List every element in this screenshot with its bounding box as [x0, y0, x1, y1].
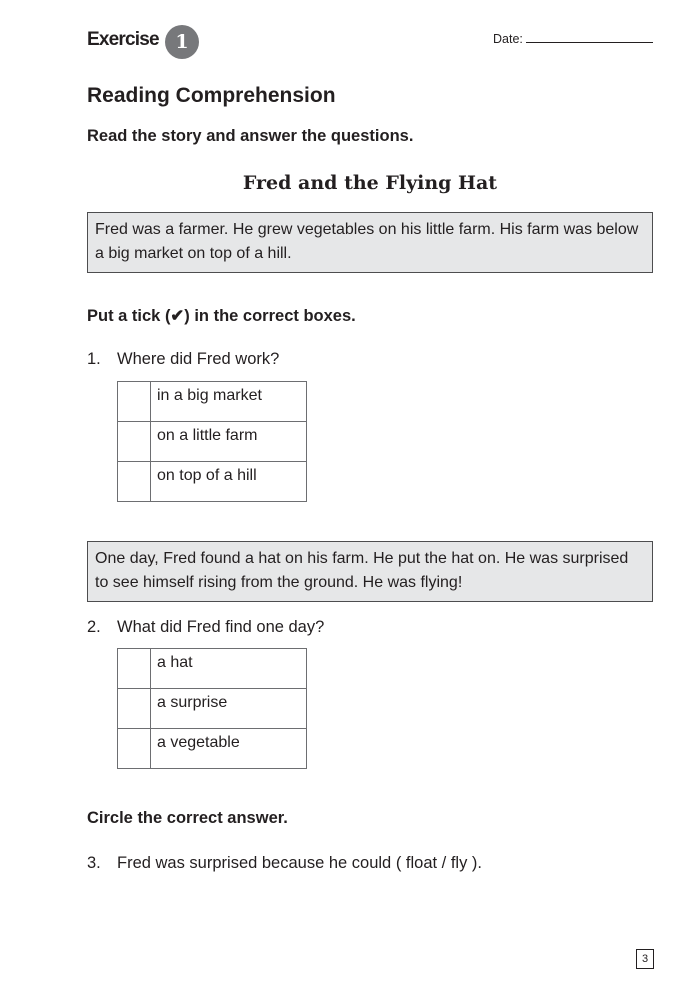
exercise-label: Exercise [87, 29, 159, 50]
page-title: Reading Comprehension [87, 84, 336, 107]
choice-row [118, 649, 307, 689]
choice-row [118, 422, 307, 462]
choice-row [118, 382, 307, 422]
question-1 [87, 350, 279, 369]
tick-box[interactable] [118, 689, 151, 729]
choice-label: a vegetable [151, 729, 307, 769]
date-input-line[interactable] [526, 42, 653, 43]
question-1-choices [117, 381, 307, 502]
choice-row [118, 729, 307, 769]
question-text: Where did Fred work? [117, 350, 280, 368]
choice-row [118, 689, 307, 729]
story-passage-1: Fred was a farmer. He grew vegetables on his little farm. His farm was below a big market on top of a hill. [87, 212, 653, 273]
exercise-number-badge: 1 [165, 25, 199, 59]
choice-label: on a little farm [151, 422, 307, 462]
choice-label: a hat [151, 649, 307, 689]
question-2-choices [117, 648, 307, 769]
question-2 [87, 618, 324, 637]
story-passage-2: One day, Fred found a hat on his farm. He put the hat on. He was surprised to see himself rising from the ground. He was flying! [87, 541, 653, 602]
choice-label: on top of a hill [151, 462, 307, 502]
tick-instruction: Put a tick (✔) in the correct boxes. [87, 307, 356, 325]
circle-instruction: Circle the correct answer. [87, 809, 288, 827]
question-3 [87, 854, 482, 873]
story-title: Fred and the Flying Hat [242, 172, 498, 194]
tick-box[interactable] [118, 649, 151, 689]
choice-label: a surprise [151, 689, 307, 729]
question-number: 1. [87, 350, 101, 368]
date-label: Date: [493, 32, 523, 46]
choice-label: in a big market [151, 382, 307, 422]
question-text: What did Fred find one day? [117, 618, 325, 636]
choice-row [118, 462, 307, 502]
page-number: 3 [636, 949, 654, 969]
question-number: 2. [87, 618, 101, 636]
question-number: 3. [87, 854, 101, 872]
instruction: Read the story and answer the questions. [87, 127, 414, 145]
tick-box[interactable] [118, 422, 151, 462]
tick-box[interactable] [118, 462, 151, 502]
tick-box[interactable] [118, 729, 151, 769]
question-text[interactable]: Fred was surprised because he could ( float / fly ). [117, 854, 482, 872]
tick-box[interactable] [118, 382, 151, 422]
